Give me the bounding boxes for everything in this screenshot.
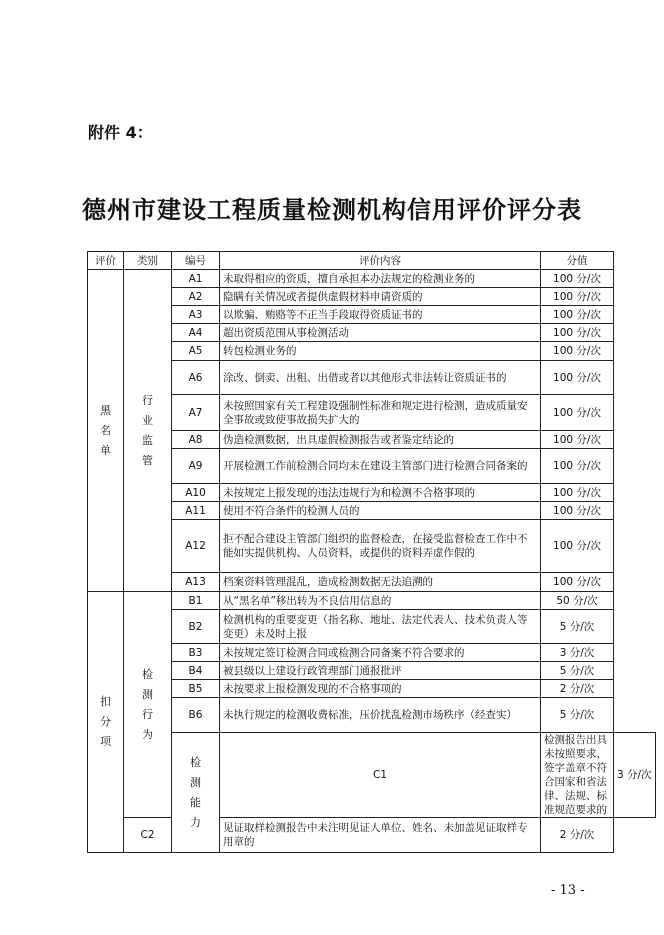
table-row [88, 733, 656, 818]
page-title: 德州市建设工程质量检测机构信用评价评分表 [82, 195, 582, 224]
row-score: 2 分/次 [541, 680, 614, 698]
table-row [88, 288, 656, 306]
group-ability: 检测能力 [172, 733, 220, 853]
row-desc: 被县级以上建设行政管理部门通报批评 [220, 662, 541, 680]
row-score: 3 分/次 [614, 733, 656, 818]
row-desc: 超出资质范围从事检测活动 [220, 324, 541, 342]
row-desc: 涂改、倒卖、出租、出借或者以其他形式非法转让资质证书的 [220, 361, 541, 395]
row-score: 100 分/次 [541, 520, 614, 573]
table-row [88, 431, 656, 449]
row-code: C2 [124, 818, 172, 853]
table-row [88, 324, 656, 342]
row-score: 100 分/次 [541, 484, 614, 502]
row-code: A7 [172, 395, 220, 431]
header-eval: 评价 [88, 252, 124, 270]
table-row [88, 610, 656, 644]
row-score: 100 分/次 [541, 306, 614, 324]
row-desc: 隐瞒有关情况或者提供虚假材料申请资质的 [220, 288, 541, 306]
row-desc: 未按规定上报发现的违法违规行为和检测不合格事项的 [220, 484, 541, 502]
row-code: A9 [172, 449, 220, 484]
table-row [88, 342, 656, 361]
row-desc: 未执行规定的检测收费标准，压价扰乱检测市场秩序（经查实） [220, 698, 541, 733]
table-row [88, 502, 656, 520]
row-desc: 开展检测工作前检测合同均未在建设主管部门进行检测合同备案的 [220, 449, 541, 484]
row-code: A4 [172, 324, 220, 342]
table-row [88, 698, 656, 733]
table-row [88, 644, 656, 662]
row-desc: 从“黑名单”移出转为不良信用信息的 [220, 592, 541, 610]
table-row [88, 573, 656, 592]
row-code: A12 [172, 520, 220, 573]
row-score: 5 分/次 [541, 610, 614, 644]
row-desc: 使用不符合条件的检测人员的 [220, 502, 541, 520]
table-row [88, 680, 656, 698]
row-score: 100 分/次 [541, 395, 614, 431]
group-behavior: 检测行为 [124, 592, 172, 818]
row-code: B4 [172, 662, 220, 680]
row-score: 100 分/次 [541, 573, 614, 592]
row-code: A13 [172, 573, 220, 592]
row-score: 100 分/次 [541, 431, 614, 449]
row-desc: 检测机构的重要变更（指名称、地址、法定代表人、技术负责人等变更）未及时上报 [220, 610, 541, 644]
row-code: A5 [172, 342, 220, 361]
row-desc: 档案资料管理混乱，造成检测数据无法追溯的 [220, 573, 541, 592]
table-row [88, 395, 656, 431]
row-score: 5 分/次 [541, 662, 614, 680]
attachment-label: 附件 4： [88, 123, 153, 142]
row-desc: 未按规定签订检测合同或检测合同备案不符合要求的 [220, 644, 541, 662]
header-score: 分值 [541, 252, 614, 270]
row-score: 3 分/次 [541, 644, 614, 662]
row-code: A8 [172, 431, 220, 449]
row-code: A10 [172, 484, 220, 502]
row-score: 50 分/次 [541, 592, 614, 610]
table-row [88, 662, 656, 680]
row-score: 100 分/次 [541, 502, 614, 520]
table-row [88, 484, 656, 502]
row-desc: 未按要求上报检测发现的不合格事项的 [220, 680, 541, 698]
table-row [88, 270, 656, 288]
row-score: 5 分/次 [541, 698, 614, 733]
row-score: 100 分/次 [541, 324, 614, 342]
row-code: B5 [172, 680, 220, 698]
table-row [88, 361, 656, 395]
row-desc: 未按照国家有关工程建设强制性标准和规定进行检测，造成质量安全事故或致使事故损失扩大的 [220, 395, 541, 431]
row-code: A2 [172, 288, 220, 306]
row-code: B6 [172, 698, 220, 733]
row-desc: 以欺骗、贿赂等不正当手段取得资质证书的 [220, 306, 541, 324]
row-code: A1 [172, 270, 220, 288]
table-row [88, 592, 656, 610]
row-code: A11 [172, 502, 220, 520]
header-category: 类别 [124, 252, 172, 270]
row-score: 100 分/次 [541, 449, 614, 484]
row-code: B1 [172, 592, 220, 610]
group-blacklist: 黑名单 [88, 270, 124, 592]
table-row [88, 520, 656, 573]
row-desc: 检测报告出具未按照要求，签字盖章不符合国家和省法律、法规、标准规范要求的 [541, 733, 614, 818]
group-deduction: 扣分项 [88, 592, 124, 853]
row-score: 100 分/次 [541, 288, 614, 306]
header-content: 评价内容 [220, 252, 541, 270]
row-desc: 伪造检测数据，出具虚假检测报告或者鉴定结论的 [220, 431, 541, 449]
table-row [88, 306, 656, 324]
row-code: A6 [172, 361, 220, 395]
row-desc: 拒不配合建设主管部门组织的监督检查，在接受监督检查工作中不能如实提供机构、人员资料，或提供的资料弄虚作假的 [220, 520, 541, 573]
row-score: 100 分/次 [541, 270, 614, 288]
group-supervision: 行业监管 [124, 270, 172, 592]
score-table [87, 251, 656, 853]
row-code: C1 [220, 733, 541, 818]
row-desc: 见证取样检测报告中未注明见证人单位、姓名、未加盖见证取样专用章的 [220, 818, 541, 853]
row-score: 100 分/次 [541, 342, 614, 361]
header-code: 编号 [172, 252, 220, 270]
table-header-row [88, 252, 656, 270]
row-desc: 转包检测业务的 [220, 342, 541, 361]
row-code: B2 [172, 610, 220, 644]
row-score: 2 分/次 [541, 818, 614, 853]
table-row [88, 449, 656, 484]
row-score: 100 分/次 [541, 361, 614, 395]
row-code: B3 [172, 644, 220, 662]
page-number: - 13 - [551, 883, 585, 898]
row-desc: 未取得相应的资质，擅自承担本办法规定的检测业务的 [220, 270, 541, 288]
row-code: A3 [172, 306, 220, 324]
